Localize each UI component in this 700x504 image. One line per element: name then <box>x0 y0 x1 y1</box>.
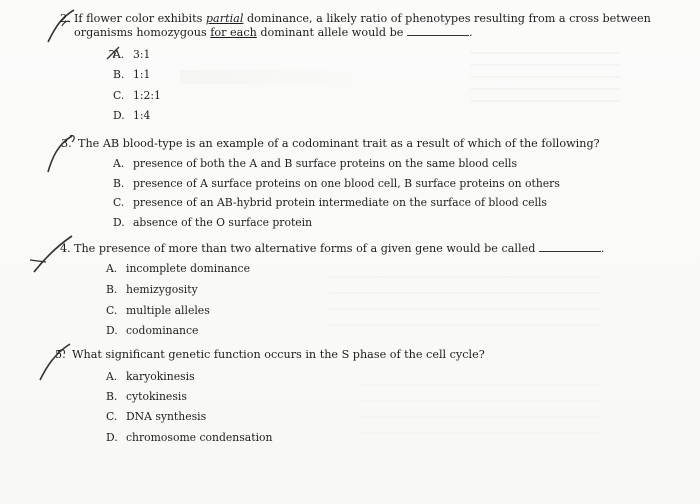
option-letter: A. <box>113 48 125 61</box>
option-text: absence of the O surface protein <box>133 216 313 229</box>
answer-option <box>113 177 560 191</box>
option-text: 1:1 <box>133 68 151 81</box>
option-text: chromosome condensation <box>126 431 273 444</box>
question-number: 3. <box>61 137 72 150</box>
option-text: hemizygosity <box>126 283 198 296</box>
option-text: 3:1 <box>133 48 151 61</box>
answer-option <box>113 48 150 62</box>
option-letter: B. <box>113 177 125 190</box>
option-letter: D. <box>106 431 118 444</box>
question-text-part: The presence of more than two alternative forms of a given gene would be called <box>74 242 536 255</box>
option-text: presence of an AB-hybrid protein intermediate on the surface of blood cells <box>133 196 547 209</box>
answer-option <box>106 410 206 424</box>
option-text: 1:4 <box>133 109 151 122</box>
bleed-through-texture <box>330 262 600 332</box>
question-text-part: dominant allele would be <box>256 26 404 39</box>
option-letter: B. <box>113 68 125 81</box>
option-letter: B. <box>106 283 118 296</box>
answer-option <box>113 216 312 230</box>
option-letter: C. <box>106 304 118 317</box>
bleed-through-texture <box>470 42 620 102</box>
question-emphasis: for each <box>210 26 257 39</box>
question-number: 4. <box>60 242 71 255</box>
option-text: DNA synthesis <box>126 410 207 423</box>
option-text: cytokinesis <box>126 390 187 403</box>
question-text <box>74 26 473 40</box>
option-letter: C. <box>106 410 118 423</box>
question-text <box>74 242 604 256</box>
answer-option <box>113 68 150 82</box>
blank-end: . <box>468 26 473 39</box>
answer-blank <box>407 26 469 36</box>
question-number: 2. <box>60 12 71 25</box>
blank-end: . <box>600 242 605 255</box>
option-letter: D. <box>106 324 118 337</box>
answer-option <box>113 89 161 103</box>
question-number: 5. <box>55 348 66 361</box>
answer-option <box>113 109 150 123</box>
option-letter: C. <box>113 89 125 102</box>
answer-option <box>106 370 195 384</box>
answer-option <box>106 283 198 297</box>
option-text: codominance <box>126 324 199 337</box>
answer-option <box>106 324 198 338</box>
question-text-part: dominance, a likely ratio of phenotypes resulting from a cross between <box>243 12 651 25</box>
option-letter: D. <box>113 109 125 122</box>
answer-option <box>106 304 210 318</box>
answer-option <box>113 196 547 210</box>
option-letter: B. <box>106 390 118 403</box>
option-letter: D. <box>113 216 125 229</box>
option-text: karyokinesis <box>126 370 195 383</box>
question-emphasis: partial <box>205 12 244 25</box>
pen-checkmark <box>36 340 76 384</box>
answer-option <box>106 390 187 404</box>
option-letter: C. <box>113 196 125 209</box>
option-letter: A. <box>106 262 118 275</box>
question-text: The AB blood-type is an example of a codominant trait as a result of which of the following? <box>78 137 600 150</box>
question-text <box>74 12 651 26</box>
answer-blank <box>539 242 601 252</box>
option-text: presence of A surface proteins on one blood cell, B surface proteins on others <box>133 177 560 190</box>
option-letter: A. <box>106 370 118 383</box>
question-text: What significant genetic function occurs in the S phase of the cell cycle? <box>72 348 485 361</box>
question-text-part: If flower color exhibits <box>74 12 206 25</box>
option-text: presence of both the A and B surface proteins on the same blood cells <box>133 157 517 170</box>
option-text: 1:2:1 <box>133 89 161 102</box>
option-letter: A. <box>113 157 125 170</box>
option-text: multiple alleles <box>126 304 210 317</box>
question-text-part: organisms homozygous <box>74 26 211 39</box>
answer-option <box>106 431 272 445</box>
option-text: incomplete dominance <box>126 262 250 275</box>
answer-option <box>106 262 250 276</box>
bleed-through-texture <box>360 370 600 440</box>
bleed-through-texture <box>180 70 350 84</box>
answer-option <box>113 157 517 171</box>
